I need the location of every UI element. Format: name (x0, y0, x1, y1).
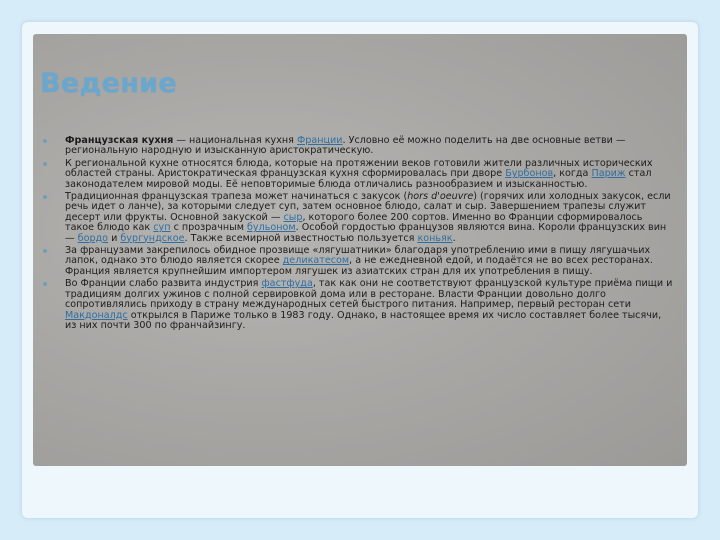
bullet-text: За французами закрепилось обидное прозвище «лягушатники» благодаря употреблению ими в пищу лягушачьих лапок, однако это блюдо является скорее (65, 245, 651, 267)
bullet-text: , а не ежедневной едой, и подаётся не во всех ресторанах. Франция является крупнейшим импортером лягушек из азиатских стран для их употребления в пищу. (65, 255, 653, 277)
bullet-text: , которого более 200 сортов. Именно во Франции сформировалось такое блюдо как (65, 211, 643, 234)
bullet-marker-icon (43, 195, 47, 199)
bullet-text: ) (горячих или холодных закусок, если речь идет о ланче), за которыми следует суп, затем основное блюдо, салат и сыр. Завершением трапезы служит десерт или фрукты. Основной закуской — (65, 191, 671, 223)
bullet-marker-icon (43, 249, 47, 253)
bullet-text: с прозрачным (170, 222, 247, 234)
bullet-text: , так как они не соответствуют французской культуре приёма пищи и традициям долгих ужинов с полной сервировкой дома или в ресторане. Власти Франции довольно долго сопротивлялись приходу в страну международных сетей быстрого питания. Например, первый ресторан сети (65, 278, 673, 311)
slide-title: Ведение (40, 68, 177, 99)
bullet-item (43, 246, 673, 277)
bullet-text: . Также всемирной известностью пользуется (184, 232, 418, 244)
bullet-item (43, 136, 673, 157)
inline-link[interactable]: бульоном (247, 222, 296, 234)
inline-link[interactable]: суп (153, 222, 171, 234)
inline-link[interactable]: Франции (296, 135, 343, 146)
term-italic: hors d'oeuvre (407, 191, 474, 203)
bullet-marker-icon (43, 162, 47, 166)
inline-link[interactable]: Бурбонов (505, 168, 554, 180)
inline-link[interactable]: коньяк (417, 232, 453, 244)
bullet-item (43, 159, 673, 190)
slide (33, 34, 687, 466)
bullet-text: К региональной кухне относятся блюда, которые на протяжении веков готовили жители различных исторических областей страны. Аристократическая французская кухня сформировалась при дворе (65, 157, 653, 180)
inline-link[interactable]: бордо (77, 232, 109, 244)
inline-link[interactable]: бургундское (120, 232, 185, 244)
bullet-marker-icon (43, 282, 47, 286)
bullet-text: . Особой гордостью французов являются вина. Короли французских вин — (65, 222, 667, 244)
bullet-text: открылся в Париже только в 1983 году. Однако, в настоящее время их число составляет более тысячи, из них почти 300 по франчайзингу. (65, 309, 662, 331)
bullet-text: Во Франции слабо развита индустрия (65, 278, 262, 290)
bullet-text: , когда (553, 168, 592, 180)
bullet-text: стал законодателем мировой моды. Её неповторимые блюда отличались разнообразием и изысканностью. (65, 168, 652, 190)
inline-link[interactable]: Париж (591, 168, 626, 180)
inline-link[interactable]: Макдоналдс (65, 309, 128, 321)
bullet-list (43, 136, 673, 333)
bullet-item (43, 279, 673, 331)
bullet-text: . Условно её можно поделить на две основные ветви — региональную народную и изысканную аристократическую. (65, 135, 626, 157)
bullet-text: . (452, 232, 456, 244)
bullet-text: и (108, 232, 121, 244)
bullet-text: Традиционная французская трапеза может начинаться с закусок ( (65, 191, 408, 203)
inline-link[interactable]: фастфуда (261, 278, 313, 290)
inline-link[interactable]: сыр (283, 211, 303, 223)
term-bold: Французская кухня (65, 135, 174, 146)
bullet-marker-icon (43, 139, 47, 143)
inline-link[interactable]: деликатесом (282, 255, 350, 267)
bullet-item (43, 192, 673, 244)
bullet-text: — национальная кухня (173, 135, 297, 146)
